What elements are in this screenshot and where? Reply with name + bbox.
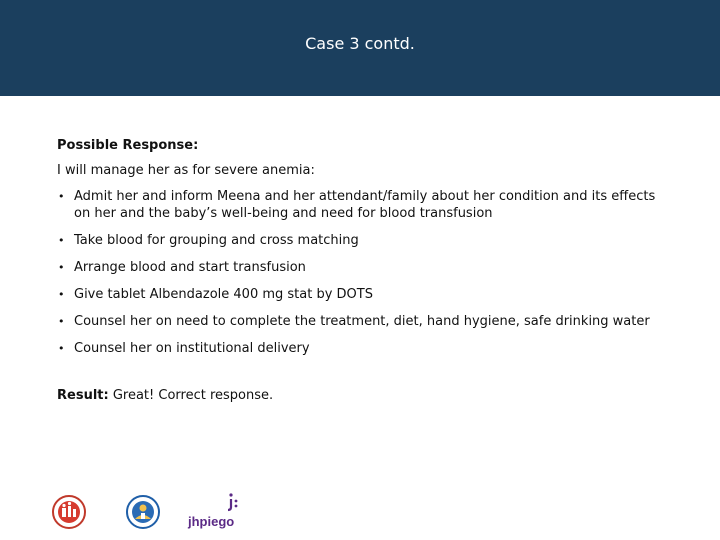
list-item bbox=[57, 340, 667, 357]
list-item bbox=[57, 188, 667, 222]
bullet-icon: • bbox=[58, 234, 65, 247]
header-bar bbox=[0, 0, 720, 96]
list-item-text: Give tablet Albendazole 400 mg stat by DOTS bbox=[74, 287, 373, 302]
bullet-icon: • bbox=[58, 190, 65, 203]
list-item-text: Counsel her on need to complete the treatment, diet, hand hygiene, safe drinking water bbox=[74, 314, 650, 329]
bullet-icon: • bbox=[58, 261, 65, 274]
list-item-text: Arrange blood and start transfusion bbox=[74, 260, 306, 275]
list-item bbox=[57, 259, 667, 276]
jhpiego-logo bbox=[186, 491, 242, 533]
logo-strip bbox=[40, 492, 260, 532]
list-item-text: Admit her and inform Meena and her attendant/family about her condition and its effects on her and the baby’s well-being and need for blood transfusion bbox=[74, 189, 656, 221]
bullet-icon: • bbox=[58, 288, 65, 301]
bullet-icon: • bbox=[58, 315, 65, 328]
health-dept-emblem-logo bbox=[124, 494, 162, 530]
bullet-icon: • bbox=[58, 342, 65, 355]
list-item bbox=[57, 313, 667, 330]
response-list bbox=[57, 188, 667, 357]
slide-title: Case 3 contd. bbox=[305, 34, 415, 53]
response-intro: I will manage her as for severe anemia: bbox=[57, 163, 315, 178]
jhpiego-wordmark: jhpiego bbox=[188, 514, 235, 529]
response-heading: Possible Response: bbox=[57, 138, 199, 153]
list-item-text: Take blood for grouping and cross matching bbox=[74, 233, 359, 248]
result-line bbox=[57, 387, 667, 404]
list-item bbox=[57, 286, 667, 303]
slide-content bbox=[57, 133, 667, 404]
nhm-emblem-logo bbox=[50, 494, 88, 530]
list-item bbox=[57, 232, 667, 249]
result-text: Great! Correct response. bbox=[108, 388, 274, 403]
list-item-text: Counsel her on institutional delivery bbox=[74, 341, 310, 356]
result-label: Result: bbox=[57, 388, 109, 403]
